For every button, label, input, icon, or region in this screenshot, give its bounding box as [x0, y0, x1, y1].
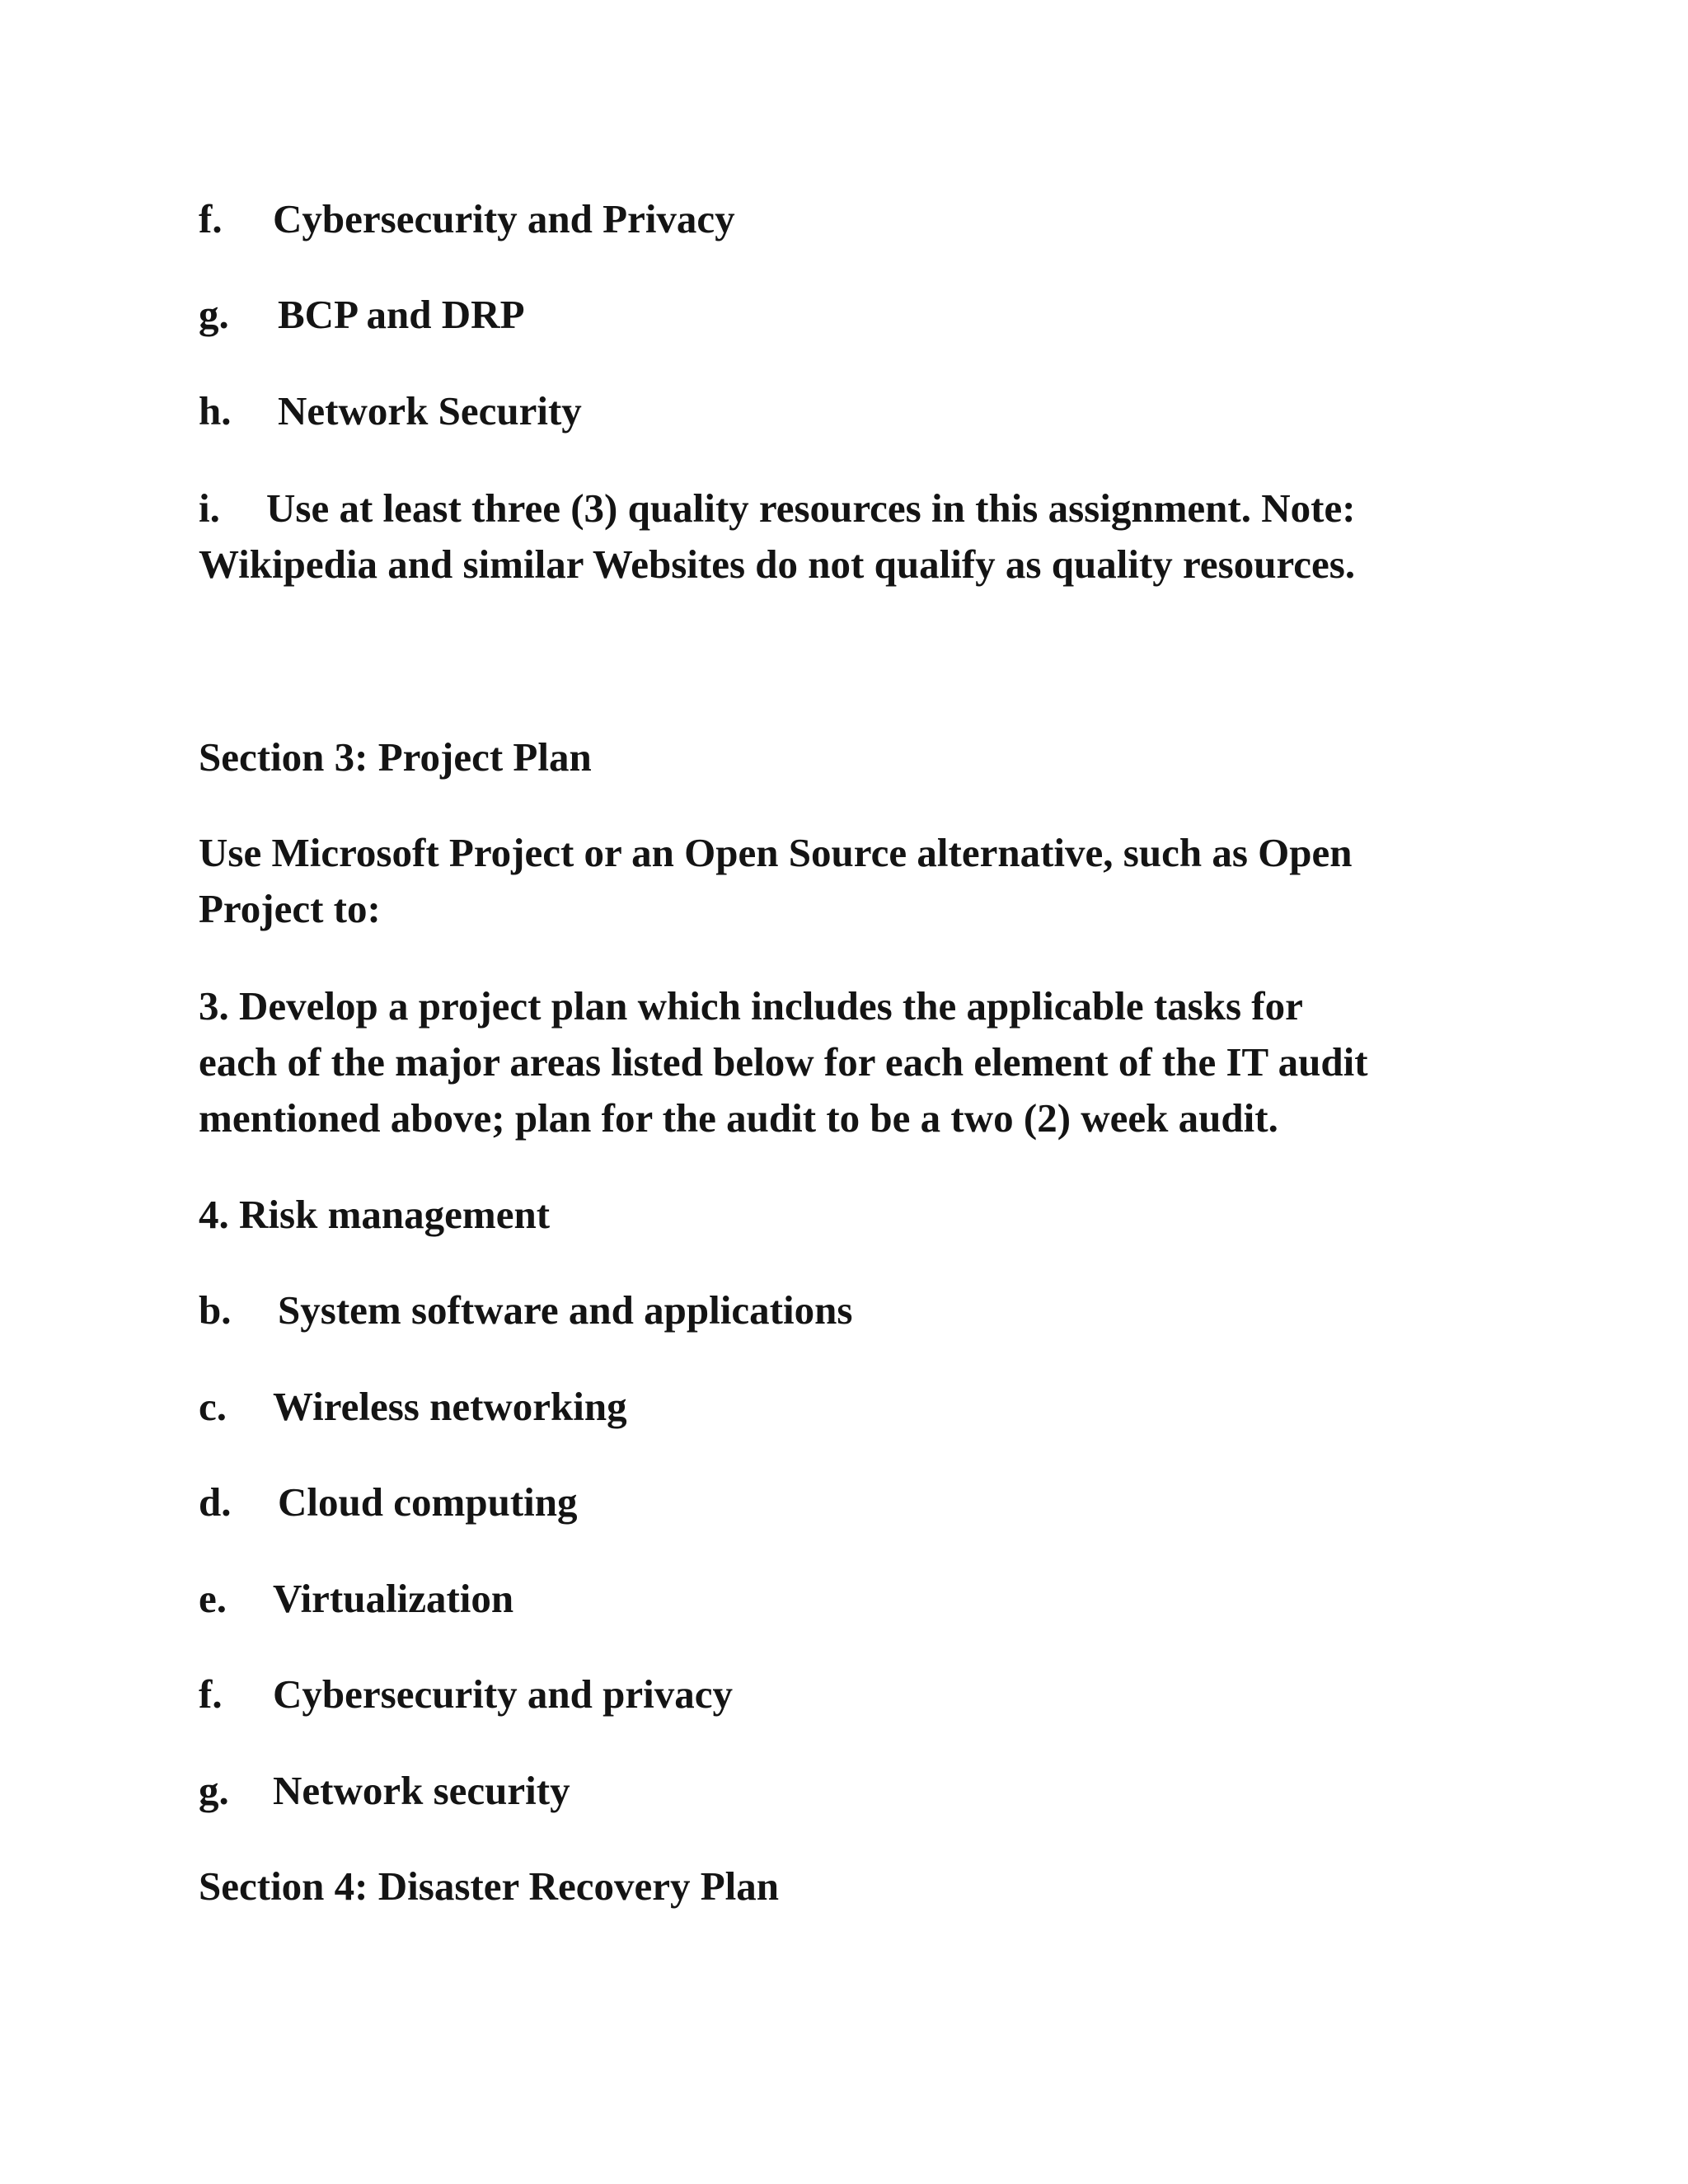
- list-item-text: Virtualization: [273, 1576, 514, 1621]
- paragraph-line: Use Microsoft Project or an Open Source alternative, such as Open: [199, 830, 1353, 875]
- list-item-text-continued: Wikipedia and similar Websites do not qualify as quality resources.: [199, 541, 1356, 587]
- list-item-text: Network Security: [278, 388, 582, 434]
- list-marker: c.: [199, 1384, 227, 1429]
- list-item-text: System software and applications: [278, 1287, 853, 1333]
- list-marker: d.: [199, 1479, 232, 1525]
- list-item: [199, 1571, 513, 1627]
- paragraph-line: 3. Develop a project plan which includes the applicable tasks for: [199, 983, 1303, 1029]
- section-4-heading: Section 4: Disaster Recovery Plan: [199, 1863, 779, 1909]
- list-marker: e.: [199, 1576, 227, 1621]
- paragraph-line: mentioned above; plan for the audit to be a two (2) week audit.: [199, 1095, 1278, 1141]
- list-item-text: Network security: [273, 1768, 570, 1813]
- list-marker: f.: [199, 1671, 223, 1717]
- paragraph-line: each of the major areas listed below for each element of the IT audit: [199, 1039, 1368, 1085]
- list-item-text: Use at least three (3) quality resources in this assignment. Note:: [266, 485, 1356, 531]
- list-item-text: Cybersecurity and privacy: [273, 1671, 733, 1717]
- list-item-text: Wireless networking: [273, 1384, 627, 1429]
- list-marker: g.: [199, 1768, 229, 1813]
- section-3-heading: Section 3: Project Plan: [199, 734, 592, 780]
- list-item-text: BCP and DRP: [278, 292, 525, 337]
- list-item: [199, 287, 525, 343]
- list-marker: i.: [199, 485, 220, 531]
- list-item-text: Cloud computing: [278, 1479, 578, 1525]
- list-item: [199, 383, 582, 439]
- list-marker: f.: [199, 196, 223, 241]
- list-marker: g.: [199, 292, 229, 337]
- list-item-i: [199, 480, 1356, 593]
- list-item: [199, 1763, 570, 1819]
- list-item: [199, 1474, 578, 1530]
- item-3-paragraph: [199, 978, 1368, 1146]
- item-4-heading: 4. Risk management: [199, 1192, 551, 1237]
- list-item-text: Cybersecurity and Privacy: [273, 196, 735, 241]
- list-item: [199, 1666, 733, 1722]
- list-marker: h.: [199, 388, 232, 434]
- list-marker: b.: [199, 1287, 232, 1333]
- paragraph-line: Project to:: [199, 886, 381, 931]
- list-item: [199, 191, 735, 247]
- list-item: [199, 1282, 852, 1338]
- list-item: [199, 1379, 627, 1435]
- intro-paragraph: [199, 825, 1353, 937]
